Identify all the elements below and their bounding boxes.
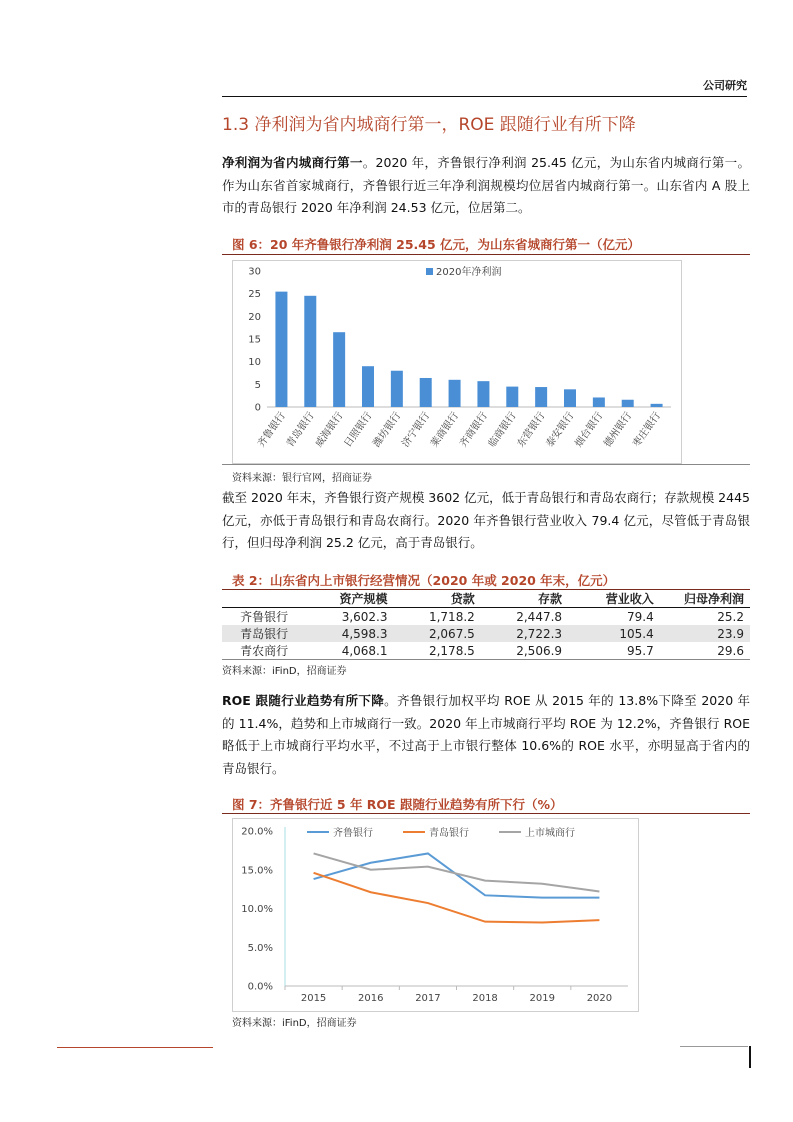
- table-header-cell: [222, 590, 306, 608]
- header-divider: [222, 96, 747, 97]
- net-profit-bar-chart: [233, 261, 681, 463]
- bar-齐鲁银行: [275, 292, 287, 407]
- bar-日照银行: [362, 366, 374, 407]
- table-header-cell: 存款: [481, 590, 568, 608]
- paragraph-lead: ROE 跟随行业趋势有所下降: [222, 693, 385, 708]
- bar-临商银行: [506, 387, 518, 407]
- y-tick-label: 5: [254, 379, 261, 391]
- x-tick-label: 潍坊银行: [371, 410, 404, 450]
- y-tick-label: 20.0%: [241, 826, 273, 838]
- x-tick-label: 2018: [472, 993, 498, 1004]
- footer-bar: [749, 1046, 751, 1068]
- table-cell: 2,178.5: [428, 643, 475, 658]
- table-cell: 2,722.3: [481, 625, 568, 642]
- x-tick-label: 2019: [529, 993, 555, 1004]
- table-cell: 23.9: [660, 625, 750, 642]
- y-tick-label: 15.0%: [241, 865, 273, 877]
- bar-烟台银行: [593, 397, 605, 407]
- header-label: 公司研究: [703, 79, 747, 92]
- y-tick-label: 10: [248, 357, 261, 369]
- bar-莱商银行: [449, 380, 461, 407]
- table-cell: 2,447.8: [516, 609, 563, 624]
- table-cell: 1,718.2: [428, 609, 475, 624]
- x-tick-label: 东营银行: [515, 410, 548, 450]
- x-tick-label: 枣庄银行: [631, 410, 664, 450]
- bar-青岛银行: [304, 296, 316, 407]
- table-2-bottom-rule: [222, 659, 750, 660]
- footer-rule-right: [680, 1046, 748, 1047]
- bar-东营银行: [535, 387, 547, 407]
- x-tick-label: 莱商银行: [429, 410, 462, 450]
- legend-label: 青岛银行: [429, 828, 469, 839]
- footer-rule-left: [57, 1047, 213, 1048]
- paragraph-body: 。2020 年，齐鲁银行净利润 25.45 亿元，为山东省内城商行第一。作为山东省首家城商行，齐鲁银行近三年净利润规模均位居省内城商行第一。山东省内 A 股上市的青岛银行 2020 年净利润 24.53 亿元，位居第二。: [222, 155, 750, 215]
- paragraph-body: 。齐鲁银行加权平均 ROE 从 2015 年的 13.8%下降至 2020 年的 11.4%，趋势和上市城商行一致。2020 年上市城商行平均 ROE 为 12.2%，齐鲁银行 ROE 略低于上市城商行平均水平，不过高于上市银行整体 10.6%的 ROE 水平，亦明显高于省内的青岛银行。: [222, 693, 750, 776]
- x-tick-label: 济宁银行: [400, 410, 433, 450]
- x-tick-label: 2016: [358, 993, 384, 1004]
- y-tick-label: 15: [248, 334, 261, 346]
- table-2-caption: 表 2：山东省内上市银行经营情况（2020 年或 2020 年末，亿元）: [232, 573, 616, 588]
- table-row: [222, 642, 750, 659]
- legend-label: 2020年净利润: [436, 267, 502, 278]
- bar-济宁银行: [420, 378, 432, 407]
- table-header-row: [222, 590, 750, 608]
- table-cell: 2,506.9: [516, 643, 563, 658]
- y-tick-label: 5.0%: [247, 942, 273, 954]
- table-row: [222, 625, 750, 642]
- table-cell: 105.4: [568, 625, 660, 642]
- bar-齐商银行: [477, 381, 489, 407]
- figure-7-caption-rule: [222, 813, 750, 814]
- table-cell: 25.2: [717, 609, 744, 624]
- legend-label: 齐鲁银行: [333, 828, 373, 839]
- y-tick-label: 25: [248, 289, 261, 301]
- table-header-cell: 营业收入: [568, 590, 660, 608]
- x-tick-label: 威海银行: [313, 410, 346, 450]
- table-cell: 4,068.1: [341, 643, 388, 658]
- x-tick-label: 齐鲁银行: [255, 410, 288, 450]
- y-tick-label: 30: [248, 266, 261, 278]
- figure-6-source: 资料来源：银行官网，招商证券: [232, 473, 372, 484]
- roe-line-chart: [233, 819, 638, 1011]
- table-cell: 3,602.3: [341, 609, 388, 624]
- paragraph-roe: [222, 690, 750, 780]
- figure-6-bottom-rule: [222, 464, 750, 465]
- x-tick-label: 2017: [415, 993, 441, 1004]
- legend-label: 上市城商行: [525, 828, 575, 839]
- figure-7-source: 资料来源：iFinD，招商证券: [232, 1018, 357, 1029]
- section-title: 1.3 净利润为省内城商行第一，ROE 跟随行业有所下降: [222, 115, 636, 135]
- figure-6-caption: 图 6：20 年齐鲁银行净利润 25.45 亿元，为山东省城商行第一（亿元）: [232, 237, 641, 252]
- table-header-cell: 归母净利润: [660, 590, 750, 608]
- y-tick-label: 0.0%: [247, 981, 273, 993]
- table-header-cell: 贷款: [394, 590, 481, 608]
- bank-operations-table: [222, 590, 750, 659]
- y-tick-label: 10.0%: [241, 904, 273, 915]
- y-tick-label: 20: [248, 311, 261, 323]
- table-2-wrap: [222, 590, 750, 659]
- figure-6-caption-rule: [222, 254, 750, 255]
- x-tick-label: 日照银行: [342, 410, 375, 450]
- table-header-cell: 资产规模: [306, 590, 393, 608]
- x-tick-label: 青岛银行: [284, 410, 317, 450]
- table-cell: 2,067.5: [394, 625, 481, 642]
- figure-6-chart-frame: [232, 260, 682, 464]
- bar-泰安银行: [564, 389, 576, 407]
- x-tick-label: 临商银行: [486, 410, 519, 450]
- figure-7-caption: 图 7：齐鲁银行近 5 年 ROE 跟随行业趋势有所下行（%）: [232, 797, 563, 812]
- table-cell: 79.4: [626, 609, 654, 624]
- table-cell: 95.7: [626, 643, 654, 658]
- table-cell: 青岛银行: [222, 625, 306, 642]
- paragraph-lead: 净利润为省内城商行第一: [222, 155, 363, 170]
- bar-潍坊银行: [391, 371, 403, 407]
- y-tick-label: 0: [254, 402, 261, 414]
- table-cell: 青农商行: [240, 644, 289, 658]
- x-tick-label: 德州银行: [602, 410, 635, 450]
- figure-7-chart-frame: [232, 818, 639, 1012]
- paragraph-net-profit: [222, 152, 750, 220]
- legend-swatch: [426, 268, 433, 275]
- x-tick-label: 2015: [300, 993, 327, 1004]
- table-2-source: 资料来源：iFinD，招商证券: [222, 666, 347, 677]
- x-tick-label: 齐商银行: [457, 410, 490, 450]
- x-tick-label: 泰安银行: [544, 410, 577, 450]
- table-cell: 29.6: [717, 643, 744, 658]
- bar-枣庄银行: [651, 404, 663, 407]
- series-line-齐鲁银行: [314, 853, 600, 897]
- series-line-上市城商行: [314, 853, 600, 891]
- x-tick-label: 2020: [586, 993, 613, 1004]
- paragraph-scale: 截至 2020 年末，齐鲁银行资产规模 3602 亿元，低于青岛银行和青岛农商行；存款规模 2445 亿元，亦低于青岛银行和青岛农商行。2020 年齐鲁银行营业收入 79.4 亿元，尽管低于青岛银行，但归母净利润 25.2 亿元，高于青岛银行。: [222, 490, 750, 550]
- table-row: [222, 608, 750, 626]
- bar-威海银行: [333, 332, 345, 407]
- table-cell: 齐鲁银行: [240, 610, 289, 624]
- x-tick-label: 烟台银行: [573, 410, 606, 450]
- table-cell: 4,598.3: [306, 625, 393, 642]
- bar-德州银行: [622, 400, 634, 407]
